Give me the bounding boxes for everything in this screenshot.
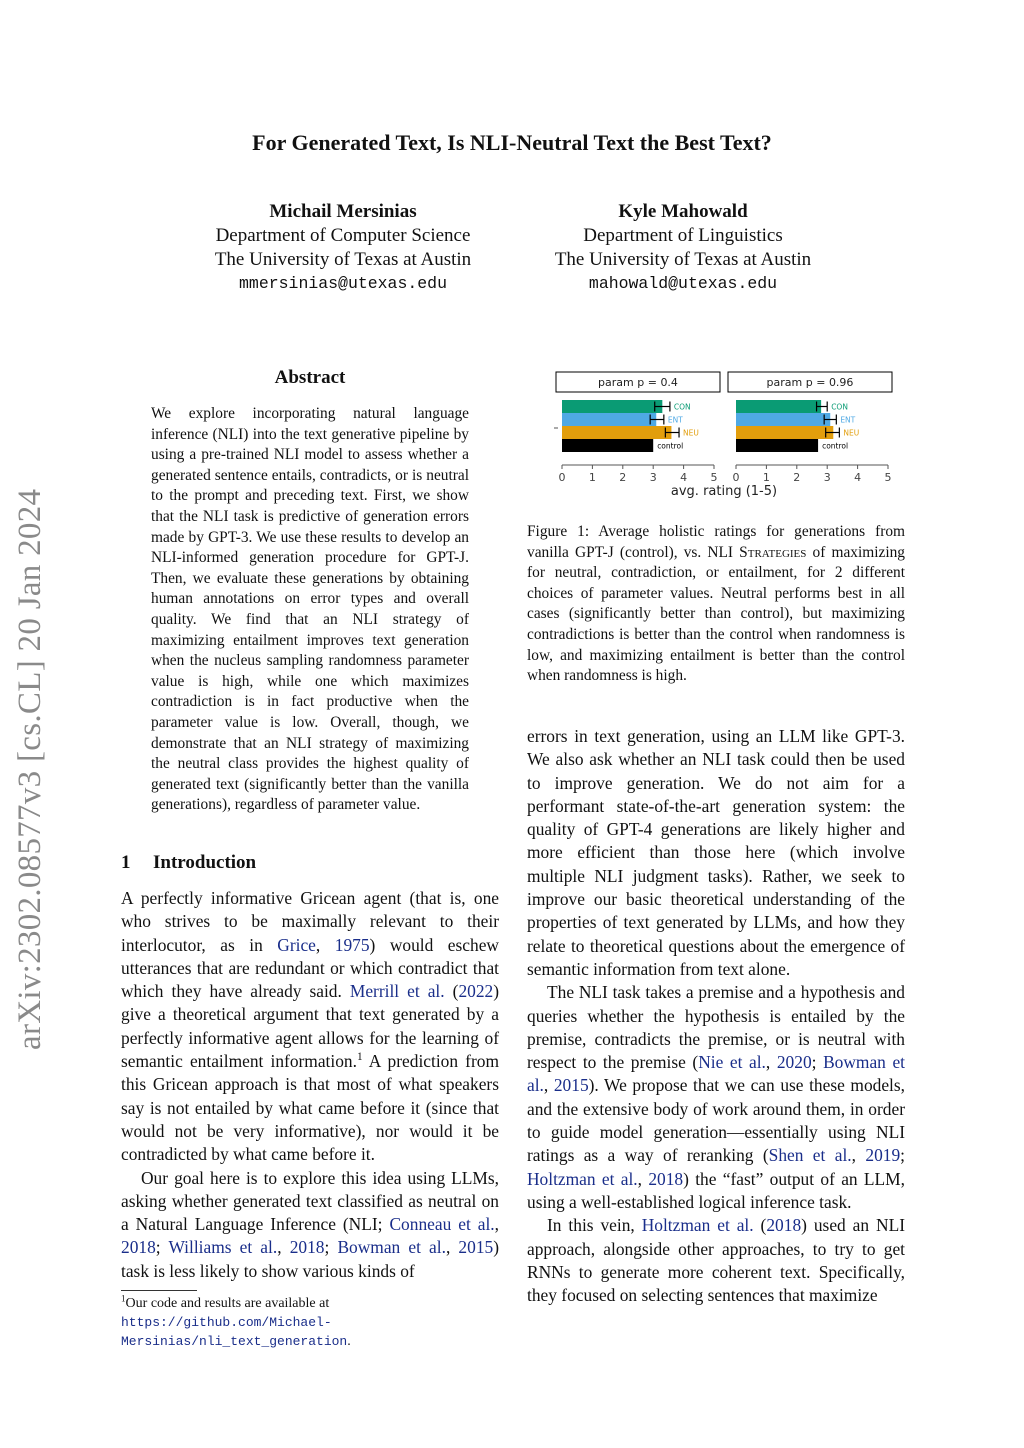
abstract-heading: Abstract — [274, 367, 346, 388]
x-tick-label: 1 — [588, 471, 596, 484]
x-tick-label: 4 — [680, 471, 688, 484]
bar-control — [736, 439, 818, 452]
footnote-marker: 1 — [121, 1293, 126, 1304]
author-univ: The University of Texas at Austin — [554, 249, 812, 270]
citation-link[interactable]: 2015 — [458, 1237, 494, 1258]
x-tick-label: 0 — [732, 471, 740, 484]
figure-1-chart — [540, 368, 910, 503]
citation-link[interactable]: 2022 — [458, 981, 494, 1002]
section-number: 1 — [121, 852, 131, 873]
bar-con — [736, 400, 821, 413]
bar-ent — [736, 413, 830, 426]
author-name: Michail Mersinias — [269, 201, 417, 222]
footnote-divider — [121, 1290, 197, 1291]
citation-link[interactable]: Conneau et al. — [389, 1214, 495, 1235]
citation-link[interactable]: 2018 — [121, 1237, 156, 1258]
author-univ: The University of Texas at Austin — [214, 249, 472, 270]
bar-label: ENT — [840, 415, 856, 425]
author-email[interactable]: mmersinias@utexas.edu — [239, 274, 447, 293]
author-block-1 — [178, 200, 508, 296]
author-email[interactable]: mahowald@utexas.edu — [588, 274, 778, 293]
citation-link[interactable]: Holtzman et al. — [641, 1215, 754, 1236]
abstract-text: We explore incorporating natural language inference (NLI) into the text generative pipeline by using a pre-trained NLI model to assess whether a generated sentence entails, contradicts, or is neutral to the prompt and preceding text. First, we show that the NLI task is predictive of generation errors made by GPT-3. We use these results to develop an NLI-informed generation procedure for GPT-J. Then, we evaluate these generations by obtaining human annotations on error types and overall quality. We find that an NLI strategy of maximizing entailment improves text generation when the nucleus sampling randomness parameter value is high, while one which maximizes contradiction is in fact productive when the parameter value is low. Overall, though, we demonstrate that an NLI strategy of maximizing the neutral class provides the highest quality of generated text (significantly better than the vanilla generations), regardless of parameter value. — [151, 405, 469, 814]
citation-link[interactable]: 2018 — [289, 1237, 325, 1258]
citation-link[interactable]: Bowman et al. — [527, 1052, 905, 1096]
citation-link[interactable]: 2019 — [865, 1145, 901, 1166]
x-axis-title: avg. rating (1-5) — [670, 484, 778, 499]
facet-title: param p = 0.4 — [598, 376, 678, 389]
bar-label: ENT — [667, 415, 683, 425]
left-column — [121, 887, 499, 1283]
bar-label: CON — [831, 402, 848, 412]
bar-label: CON — [673, 402, 691, 412]
bar-ent — [562, 413, 656, 426]
facet-title: param p = 0.96 — [766, 376, 854, 389]
citation-link[interactable]: 2020 — [776, 1052, 812, 1073]
footnote-url-link[interactable]: https://github.com/Michael-Mersinias/nli_text_generation — [121, 1315, 348, 1349]
bar-label: NEU — [683, 428, 699, 438]
bar-neu — [736, 426, 833, 439]
x-tick-label: 3 — [823, 471, 831, 484]
bar-label: control — [657, 441, 684, 451]
citation-link[interactable]: Merrill et al. — [349, 981, 445, 1002]
x-tick-label: 0 — [558, 471, 566, 484]
author-dept: Department of Linguistics — [583, 225, 783, 246]
x-tick-label: 2 — [793, 471, 801, 484]
x-tick-label: 1 — [762, 471, 770, 484]
citation-link[interactable]: 2018 — [648, 1168, 684, 1189]
citation-link[interactable]: Shen et al. — [768, 1145, 852, 1166]
citation-link[interactable]: Grice — [277, 934, 316, 955]
paragraph: Our goal here is to explore this idea using LLMs, asking whether generated text classified as neutral on a Natural Language Inference (NLI; Conneau et al., 2018; Williams et al., 2018; Bowman et al., 2015) task is less likely to show various kinds of — [121, 1167, 499, 1281]
section-title: Introduction — [153, 852, 257, 873]
bar-label: control — [822, 441, 849, 451]
x-tick-label: 5 — [710, 471, 718, 484]
x-tick-label: 2 — [619, 471, 627, 484]
paragraph: A perfectly informative Gricean agent (that is, one who strives to be maximally relevant to their interlocutor, as in Grice, 1975) would eschew utterances that are redundant or which contradict that which they have already said. Merrill et al. (2022) give a theoretical argument that text generated by a perfectly informative agent allows for the learning of semantic entailment information.$^1$ A prediction from this Gricean approach is that most of what speakers say is not entailed by what came before it (since that would not be very informative), nor would it be contradicted by what came before it. — [121, 888, 500, 1165]
paragraph: The NLI task takes a premise and a hypothesis and queries whether the hypothesis is entailed by the premise, contradicts the premise, or is neutral with respect to the premise (Nie et al., 2020; Bowman et al., 2015). We propose that we can use these models, and the extensive body of work around them, in order to guide model generation—essentially using NLI ratings as a way of reranking (Shen et al., 2019; Holtzman et al., 2018) the “fast” output of an LLM, using a well-established logical inference task. — [527, 982, 906, 1212]
footnote-marker[interactable]: 1 — [356, 1051, 363, 1064]
citation-link[interactable]: 2018 — [766, 1215, 802, 1236]
author-block-2 — [518, 200, 848, 296]
author-name: Kyle Mahowald — [618, 201, 748, 222]
section-heading — [121, 852, 256, 874]
paper-title: For Generated Text, Is NLI-Neutral Text the Best Text? — [252, 130, 772, 155]
figure-caption: Figure 1: Average holistic ratings for generations from vanilla GPT-J (control), vs. NLI Strategies of maximizing for neutral, contradiction, or entailment, for 2 different choices of parameter values. Neutral performs best in all cases (significantly better than control), but maximizing contradictions is better than the control when randomness is low, and maximizing entailment is better than the control when randomness is high. — [527, 523, 905, 685]
arxiv-identifier: arXiv:2302.08577v3 [cs.CL] 20 Jan 2024 — [12, 488, 48, 1050]
citation-link[interactable]: Bowman et al. — [337, 1237, 446, 1258]
author-dept: Department of Computer Science — [215, 225, 471, 246]
paragraph: errors in text generation, using an LLM like GPT-3. We also ask whether an NLI task could then be used to improve generation. We do not aim for a performant state-of-the-art generation system: the quality of GPT-4 generations are likely higher and more efficient than those here (which involve multiple NLI judgment tasks). Rather, we seek to improve our basic theoretical understanding of the properties of text generated by LLMs, and how they relate to theoretical questions about the emergence of semantic information from text alone. — [527, 726, 905, 979]
x-tick-label: 3 — [649, 471, 657, 484]
figure-1 — [540, 368, 910, 508]
bar-con — [562, 400, 662, 413]
x-tick-label: 4 — [854, 471, 862, 484]
bar-neu — [562, 426, 671, 439]
citation-link[interactable]: Williams et al. — [168, 1237, 278, 1258]
citation-link[interactable]: 1975 — [334, 934, 370, 955]
citation-link[interactable]: Nie et al. — [698, 1052, 766, 1073]
x-tick-label: 5 — [884, 471, 892, 484]
bar-label: NEU — [843, 428, 860, 438]
bar-control — [562, 439, 653, 452]
footnote: $^1$Our code and results are available at https://github.com/Michael-Mersinias/nli_text_generation. — [121, 1293, 351, 1349]
citation-link[interactable]: Holtzman et al. — [527, 1168, 638, 1189]
citation-link[interactable]: 2015 — [553, 1075, 589, 1096]
right-column — [527, 725, 905, 1307]
paragraph: In this vein, Holtzman et al. (2018) used an NLI approach, alongside other approaches, to try to get RNNs to generate more coherent text. Specifically, they focused on selecting sentences that maximize — [527, 1215, 905, 1306]
